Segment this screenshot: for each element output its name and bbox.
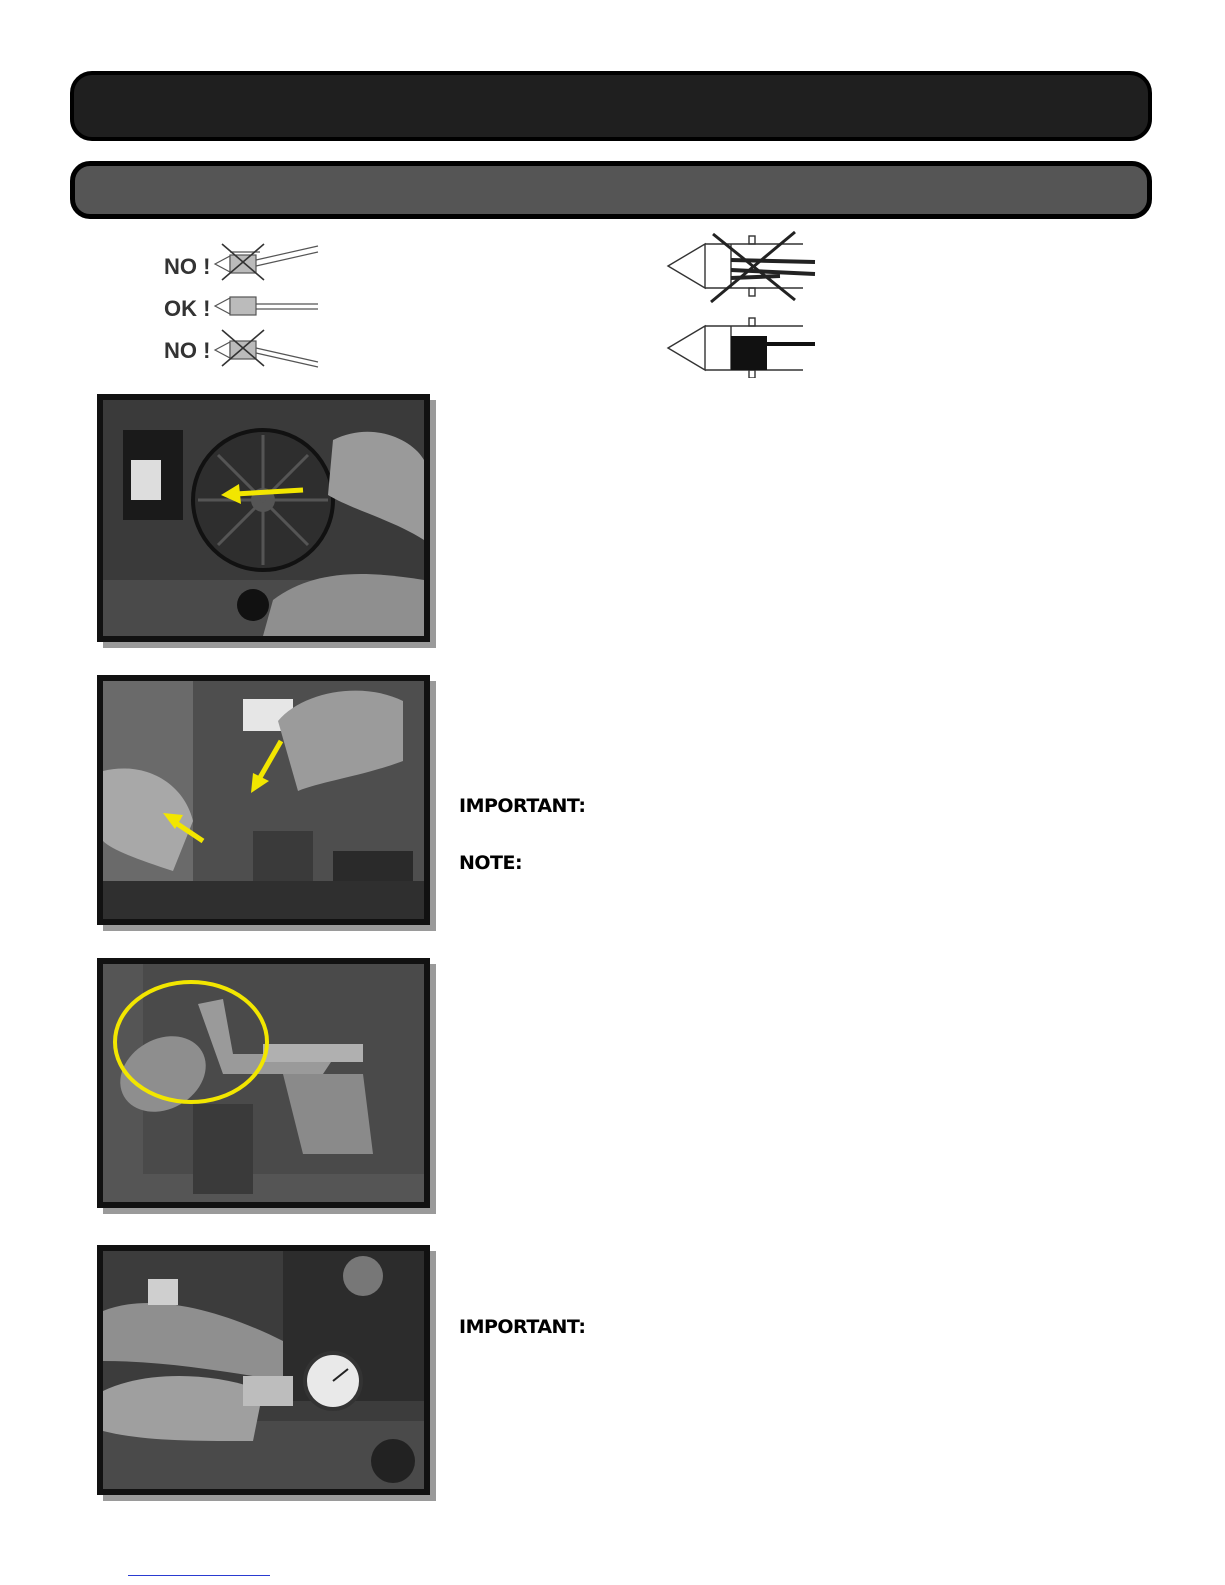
diagram-label-ok: OK ! [164, 296, 211, 321]
nozzle-alignment-diagram [160, 238, 330, 373]
line-wrap-diagram [665, 228, 820, 378]
diagram-label-no-top: NO ! [164, 254, 211, 279]
important-label-1: IMPORTANT: [459, 795, 586, 817]
photo-valve-closeup [97, 958, 430, 1208]
footer-link-underline [128, 1575, 270, 1576]
photo-pressure-gauge [97, 1245, 430, 1495]
photo-pump-cover [97, 394, 430, 642]
important-label-2: IMPORTANT: [459, 1316, 586, 1338]
header-bar [70, 71, 1152, 141]
note-label: NOTE: [459, 852, 523, 874]
diagram-label-no-bottom: NO ! [164, 338, 211, 363]
section-bar [70, 161, 1152, 219]
photo-valve-pin [97, 675, 430, 925]
